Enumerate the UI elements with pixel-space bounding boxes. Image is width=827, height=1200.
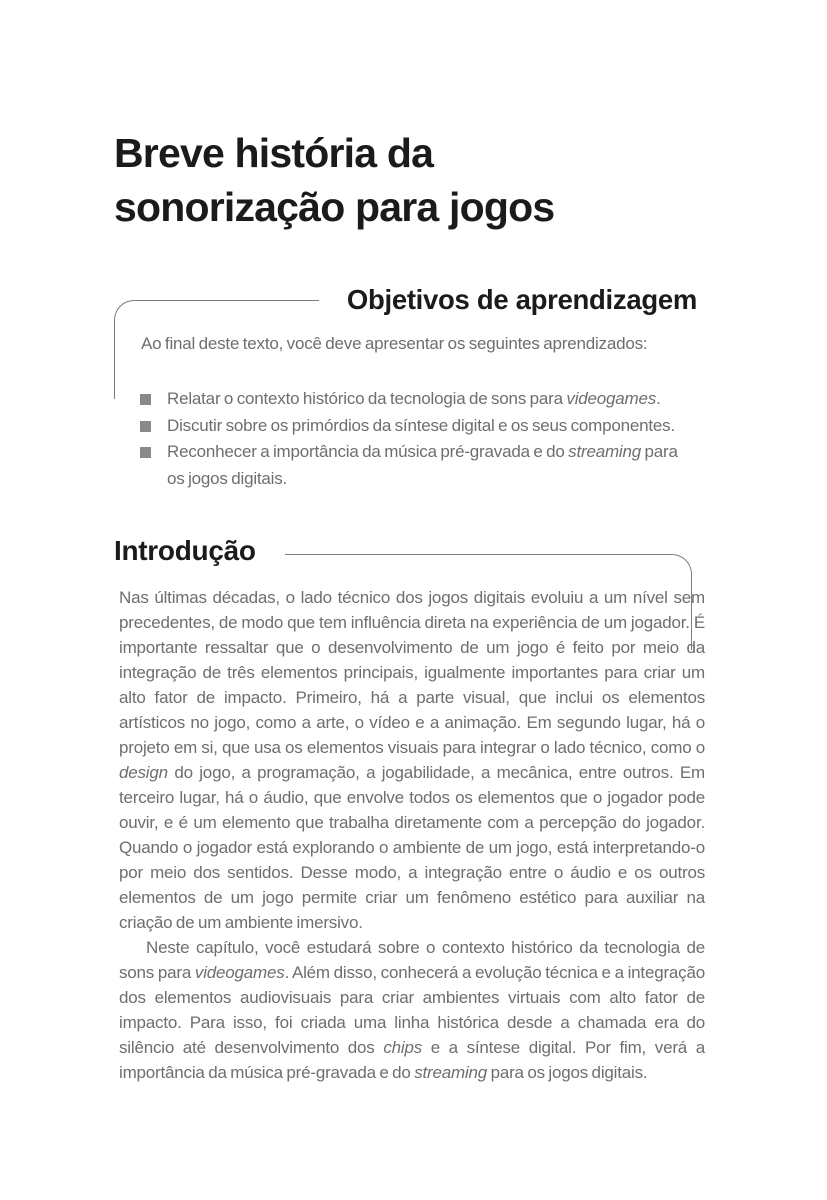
objectives-heading: Objetivos de aprendizagem: [346, 284, 697, 315]
page-title-line-1: Breve história da: [114, 130, 434, 176]
page-title: [114, 126, 554, 234]
list-item-text: Reconhecer a importância da música pré-gravada e do streaming para os jogos digitais.: [167, 442, 678, 488]
paragraph: Neste capítulo, você estudará sobre o contexto histórico da tecnologia de sons para videogames. Além disso, conhecerá a evolução técnica e a integração dos elementos audiovisuais para criar ambientes virtuais com alto fator de impacto. Para isso, foi criada uma linha histórica desde a chamada era do silêncio até desenvolvimento dos chips e a síntese digital. Por fim, verá a importância da música pré-gravada e do streaming para os jogos digitais.: [119, 938, 706, 1082]
paragraph: Nas últimas décadas, o lado técnico dos jogos digitais evoluiu a um nível sem precedentes, de modo que tem influência direta na experiência de um jogador. É importante ressaltar que o desenvolvimento de um jogo é feito por meio da integração de três elementos principais, igualmente importantes para criar um alto fator de impacto. Primeiro, há a parte visual, que inclui os elementos artísticos no jogo, como a arte, o vídeo e a animação. Em segundo lugar, há o projeto em si, que usa os elementos visuais para integrar o lado técnico, como o design do jogo, a programação, a jogabilidade, a mecânica, entre outros. Em terceiro lugar, há o áudio, que envolve todos os elementos que o jogador pode ouvir, e é um elemento que trabalha diretamente com a percepção do jogador. Quando o jogador está explorando o ambiente de um jogo, está interpretando-o por meio dos sentidos. Desse modo, a integração entre o áudio e os outros elementos de um jogo permite criar um fenômeno estético para auxiliar na criação de um ambiente imersivo.: [119, 588, 705, 932]
list-item: [140, 413, 697, 440]
square-bullet-icon: [140, 421, 151, 432]
objectives-intro-text: Ao final deste texto, você deve apresentar os seguintes aprendizados:: [141, 334, 648, 353]
introduction-body: [119, 585, 705, 1085]
square-bullet-icon: [140, 447, 151, 458]
list-item: [140, 439, 697, 492]
list-item-text: Discutir sobre os primórdios da síntese digital e os seus componentes.: [167, 415, 675, 435]
introduction-heading: Introdução: [114, 535, 256, 566]
list-item-text: Relatar o contexto histórico da tecnologia de sons para videogames.: [167, 389, 661, 408]
square-bullet-icon: [140, 394, 151, 405]
page-title-line-2: sonorização para jogos: [114, 184, 555, 230]
objectives-list: [140, 386, 697, 492]
list-item: [140, 386, 697, 413]
